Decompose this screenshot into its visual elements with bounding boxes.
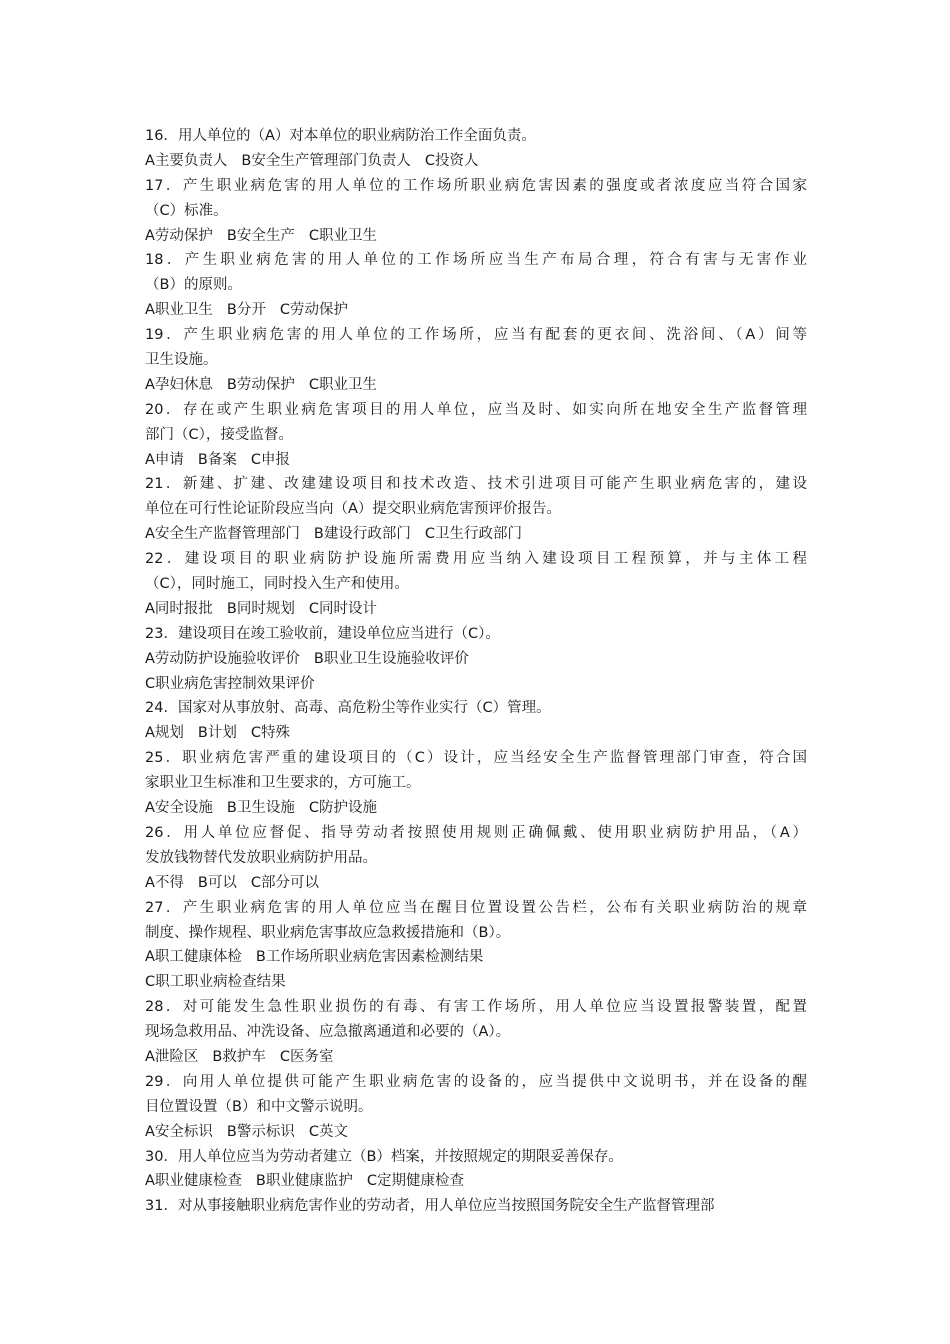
answer-option: A安全标识 — [145, 1123, 213, 1140]
question-text-continuation: 发放钱物替代发放职业病防护用品。 — [145, 849, 377, 866]
answer-options-row — [145, 149, 807, 174]
question-text: 23．建设项目在竣工验收前，建设单位应当进行（C）。 — [145, 625, 500, 642]
answer-option: B职业卫生设施验收评价 — [313, 650, 469, 667]
question-block — [145, 696, 807, 746]
answer-option: C防护设施 — [308, 800, 377, 817]
answer-options-row — [145, 1169, 807, 1194]
question-block — [145, 174, 807, 249]
question-text: 17．产生职业病危害的用人单位的工作场所职业病危害因素的强度或者浓度应当符合国家 — [145, 177, 807, 194]
question-text: 30．用人单位应当为劳动者建立（B）档案，并按照规定的期限妥善保存。 — [145, 1148, 623, 1165]
question-text: 29．向用人单位提供可能产生职业病危害的设备的，应当提供中文说明书，并在设备的醒 — [145, 1073, 807, 1090]
answer-option: C卫生行政部门 — [424, 526, 522, 543]
question-block — [145, 547, 807, 622]
answer-option: B工作场所职业病危害因素检测结果 — [255, 949, 484, 966]
answer-option: C同时设计 — [308, 600, 377, 617]
answer-option: B警示标识 — [226, 1123, 295, 1140]
question-text: 28．对可能发生急性职业损伤的有毒、有害工作场所，用人单位应当设置报警装置，配置 — [145, 999, 807, 1016]
question-text: 19．产生职业病危害的用人单位的工作场所，应当有配套的更衣间、洗浴间、（A）间等 — [145, 327, 807, 344]
answer-options-row — [145, 597, 807, 622]
answer-option: C职业卫生 — [308, 227, 377, 244]
question-text-continuation: 单位在可行性论证阶段应当向（A）提交职业病危害预评价报告。 — [145, 501, 561, 518]
question-text: 16．用人单位的（A）对本单位的职业病防治工作全面负责。 — [145, 128, 536, 144]
answer-option: B安全生产 — [226, 227, 295, 244]
answer-option: C部分可以 — [250, 874, 319, 891]
answer-option: A劳动保护 — [145, 227, 213, 244]
answer-options-row — [145, 647, 807, 672]
document-page — [145, 124, 807, 1219]
question-block — [145, 1194, 807, 1219]
question-text-continuation: （B）的原则。 — [145, 277, 242, 294]
answer-option: A泄险区 — [145, 1048, 199, 1065]
question-text-continuation: （C）标准。 — [145, 202, 228, 219]
answer-option: A同时报批 — [145, 600, 213, 617]
question-block — [145, 995, 807, 1070]
answer-options-row — [145, 945, 807, 970]
answer-options-row — [145, 672, 807, 697]
question-block — [145, 124, 807, 174]
answer-option: B安全生产管理部门负责人 — [241, 152, 411, 169]
question-text-continuation: 卫生设施。 — [145, 352, 218, 369]
question-text-continuation: 部门（C），接受监督。 — [145, 426, 293, 443]
question-text-continuation: （C），同时施工，同时投入生产和使用。 — [145, 576, 409, 593]
question-text-continuation: 家职业卫生标准和卫生要求的，方可施工。 — [145, 775, 421, 792]
question-text: 25．职业病危害严重的建设项目的（C）设计，应当经安全生产监督管理部门审查，符合国 — [145, 750, 807, 767]
answer-option: C定期健康检查 — [366, 1173, 464, 1190]
answer-option: A不得 — [145, 874, 184, 891]
answer-options-row — [145, 721, 807, 746]
answer-option: A职业健康检查 — [145, 1173, 242, 1190]
question-text: 27．产生职业病危害的用人单位应当在醒目位置设置公告栏，公布有关职业病防治的规章 — [145, 899, 807, 916]
question-block — [145, 323, 807, 398]
question-text: 20．存在或产生职业病危害项目的用人单位，应当及时、如实向所在地安全生产监督管理 — [145, 401, 807, 418]
answer-option: B救护车 — [212, 1048, 266, 1065]
question-text: 21．新建、扩建、改建建设项目和技术改造、技术引进项目可能产生职业病危害的，建设 — [145, 476, 807, 493]
answer-option: A规划 — [145, 725, 184, 742]
answer-option: A安全生产监督管理部门 — [145, 526, 300, 543]
answer-option: C申报 — [250, 451, 290, 468]
answer-option: B备案 — [197, 451, 237, 468]
answer-options-row — [145, 224, 807, 249]
answer-option: B建设行政部门 — [313, 526, 411, 543]
answer-option: A主要负责人 — [145, 152, 228, 169]
question-text: 24．国家对从事放射、高毒、高危粉尘等作业实行（C）管理。 — [145, 700, 551, 717]
question-block — [145, 746, 807, 821]
answer-option: C职业卫生 — [308, 376, 377, 393]
question-block — [145, 472, 807, 547]
answer-option: B同时规划 — [226, 600, 295, 617]
answer-options-row — [145, 1045, 807, 1070]
question-block — [145, 821, 807, 896]
question-block — [145, 896, 807, 996]
answer-option: B计划 — [197, 725, 237, 742]
answer-option: B职业健康监护 — [255, 1173, 353, 1190]
answer-options-row — [145, 1120, 807, 1145]
question-block — [145, 398, 807, 473]
answer-option: C英文 — [308, 1123, 348, 1140]
answer-option: B劳动保护 — [226, 376, 295, 393]
question-text: 31．对从事接触职业病危害作业的劳动者，用人单位应当按照国务院安全生产监督管理部 — [145, 1198, 715, 1215]
answer-option: C医务室 — [279, 1048, 334, 1065]
answer-option: C劳动保护 — [279, 302, 348, 319]
answer-option: B可以 — [197, 874, 237, 891]
answer-option: A职工健康体检 — [145, 949, 242, 966]
question-block — [145, 248, 807, 323]
answer-options-row — [145, 448, 807, 473]
question-text: 26．用人单位应督促、指导劳动者按照使用规则正确佩戴、使用职业病防护用品，（A） — [145, 824, 807, 841]
answer-options-row — [145, 298, 807, 323]
answer-option: C特殊 — [250, 725, 290, 742]
question-block — [145, 1070, 807, 1145]
question-block — [145, 1145, 807, 1195]
question-text: 22．建设项目的职业病防护设施所需费用应当纳入建设项目工程预算，并与主体工程 — [145, 551, 807, 568]
question-text-continuation: 现场急救用品、冲洗设备、应急撤离通道和必要的（A）。 — [145, 1024, 511, 1041]
question-text-continuation: 制度、操作规程、职业病危害事故应急救援措施和（B）。 — [145, 924, 511, 941]
answer-options-row — [145, 522, 807, 547]
question-text: 18．产生职业病危害的用人单位的工作场所应当生产布局合理，符合有害与无害作业 — [145, 252, 807, 269]
answer-option: A孕妇休息 — [145, 376, 213, 393]
answer-option: A职业卫生 — [145, 302, 213, 319]
answer-options-row — [145, 970, 807, 995]
answer-options-row — [145, 871, 807, 896]
answer-option: B分开 — [226, 302, 266, 319]
answer-option: A申请 — [145, 451, 184, 468]
answer-option: C投资人 — [424, 152, 479, 169]
answer-option: A安全设施 — [145, 800, 213, 817]
answer-option: C职业病危害控制效果评价 — [145, 675, 315, 692]
answer-option: C职工职业病检查结果 — [145, 974, 286, 991]
answer-options-row — [145, 796, 807, 821]
answer-option: B卫生设施 — [226, 800, 295, 817]
question-text-continuation: 目位置设置（B）和中文警示说明。 — [145, 1098, 373, 1115]
answer-options-row — [145, 373, 807, 398]
question-block — [145, 622, 807, 697]
answer-option: A劳动防护设施验收评价 — [145, 650, 300, 667]
